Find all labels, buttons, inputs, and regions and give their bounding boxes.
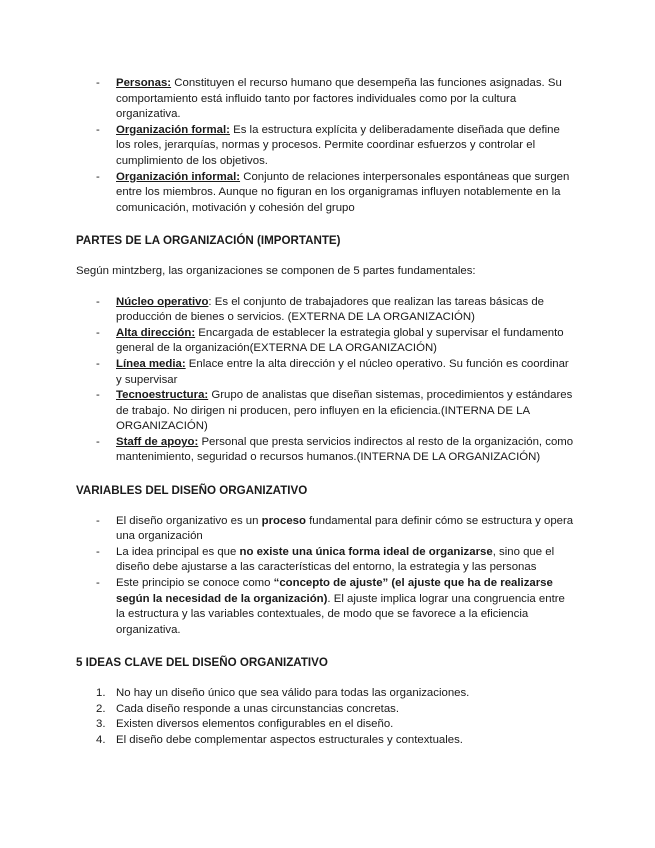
term-linea-media: Línea media: <box>116 357 186 370</box>
term-personas: Personas: <box>116 77 172 89</box>
idea-4-number: 4. <box>96 733 106 746</box>
list-item-variables-1 <box>76 514 576 545</box>
variables-list <box>76 514 576 639</box>
idea-2-number: 2. <box>96 702 106 715</box>
variables-1-text-c: fundamental para definir cómo se estructura y opera una organización <box>116 514 574 543</box>
idea-3-text: Existen diversos elementos configurables en el diseño. <box>116 718 394 731</box>
list-item-idea-1 <box>76 686 576 702</box>
variables-2-bold: no existe una única forma ideal de organizarse <box>239 545 493 558</box>
heading-ideas: 5 IDEAS CLAVE DEL DISEÑO ORGANIZATIVO <box>76 656 328 670</box>
list-item-variables-2 <box>76 545 576 576</box>
term-organizacion-informal: Organización informal: <box>116 170 241 183</box>
text-staff-de-apoyo: Personal que presta servicios indirectos al resto de la organización, como mantenimiento, seguridad o recursos humanos.(INTERNA DE LA ORGANIZACIÓN) <box>116 435 574 464</box>
list-item-idea-2 <box>76 702 576 718</box>
term-staff-de-apoyo: Staff de apoyo: <box>116 435 199 448</box>
text-linea-media: Enlace entre la alta dirección y el núcleo operativo. Su función es coordinar y supervisar <box>116 357 569 386</box>
variables-3-text-a: Este principio se conoce como <box>116 577 274 590</box>
idea-1-number: 1. <box>96 687 106 699</box>
partes-intro: Según mintzberg, las organizaciones se componen de 5 partes fundamentales: <box>76 264 476 277</box>
list-item-organizacion-informal <box>76 170 576 217</box>
variables-3-bold: “concepto de ajuste” (el ajuste que ha de realizarse según la necesidad de la organización) <box>116 577 553 605</box>
partes-list <box>76 295 576 467</box>
heading-partes: PARTES DE LA ORGANIZACIÓN (IMPORTANTE) <box>76 234 341 248</box>
ideas-list <box>76 686 576 748</box>
term-tecnoestructura: Tecnoestructura: <box>116 389 209 402</box>
idea-4-text: El diseño debe complementar aspectos estructurales y contextuales. <box>116 733 463 746</box>
intro-list <box>76 76 576 216</box>
list-item-alta-direccion <box>76 326 576 357</box>
variables-2-text-a: La idea principal es que <box>116 545 240 558</box>
list-item-personas <box>76 76 576 123</box>
text-tecnoestructura: Grupo de analistas que diseñan sistemas, procedimientos y estándares de trabajo. No dirigen ni producen, pero influyen en la eficiencia.(INTERNA DE LA ORGANIZACIÓN) <box>116 389 573 433</box>
variables-1-text-a: El diseño organizativo es un <box>116 514 262 527</box>
text-nucleo-operativo: : Es el conjunto de trabajadores que realizan las tareas básicas de producción de bienes o servicios. (EXTERNA DE LA ORGANIZACIÓN) <box>116 295 545 324</box>
list-item-nucleo-operativo <box>76 295 576 326</box>
text-alta-direccion: Encargada de establecer la estrategia global y supervisar el fundamento general de la organización(EXTERNA DE LA ORGANIZACIÓN) <box>116 326 564 355</box>
text-personas: Constituyen el recurso humano que desempeña las funciones asignadas. Su comportamiento está influido tanto por factores individuales como por la cultura organizativa. <box>116 77 562 121</box>
idea-2-text: Cada diseño responde a unas circunstancias concretas. <box>116 702 400 715</box>
idea-1-text: No hay un diseño único que sea válido para todas las organizaciones. <box>116 687 470 699</box>
list-item-idea-3 <box>76 717 576 733</box>
list-item-staff-de-apoyo <box>76 435 576 466</box>
list-item-idea-4 <box>76 733 576 749</box>
document-content <box>76 76 576 748</box>
list-item-variables-3 <box>76 576 576 638</box>
list-item-linea-media <box>76 357 576 388</box>
variables-2-text-c: , sino que el diseño debe ajustarse a las características del entorno, la estrategia y las personas <box>116 545 555 574</box>
heading-variables: VARIABLES DEL DISEÑO ORGANIZATIVO <box>76 484 308 498</box>
term-nucleo-operativo: Núcleo operativo <box>116 295 209 308</box>
list-item-tecnoestructura <box>76 388 576 435</box>
text-organizacion-informal: Conjunto de relaciones interpersonales espontáneas que surgen entre los miembros. Aunque no figuran en los organigramas influyen notablemente en la comunicación, motivación y cohesión del grupo <box>116 170 570 214</box>
variables-1-bold: proceso <box>261 514 306 527</box>
term-alta-direccion: Alta dirección: <box>116 326 196 339</box>
idea-3-number: 3. <box>96 718 106 731</box>
text-organizacion-formal: Es la estructura explícita y deliberadamente diseñada que define los roles, jerarquías, normas y procesos. Permite coordinar esfuerzos y controlar el cumplimiento de los objetivos. <box>116 123 560 167</box>
term-organizacion-formal: Organización formal: <box>116 123 230 136</box>
variables-3-text-c: . El ajuste implica lograr una congruencia entre la estructura y las variables contextuales, de modo que se favorece a la eficiencia organizativa. <box>116 592 565 636</box>
list-item-organizacion-formal <box>76 123 576 170</box>
